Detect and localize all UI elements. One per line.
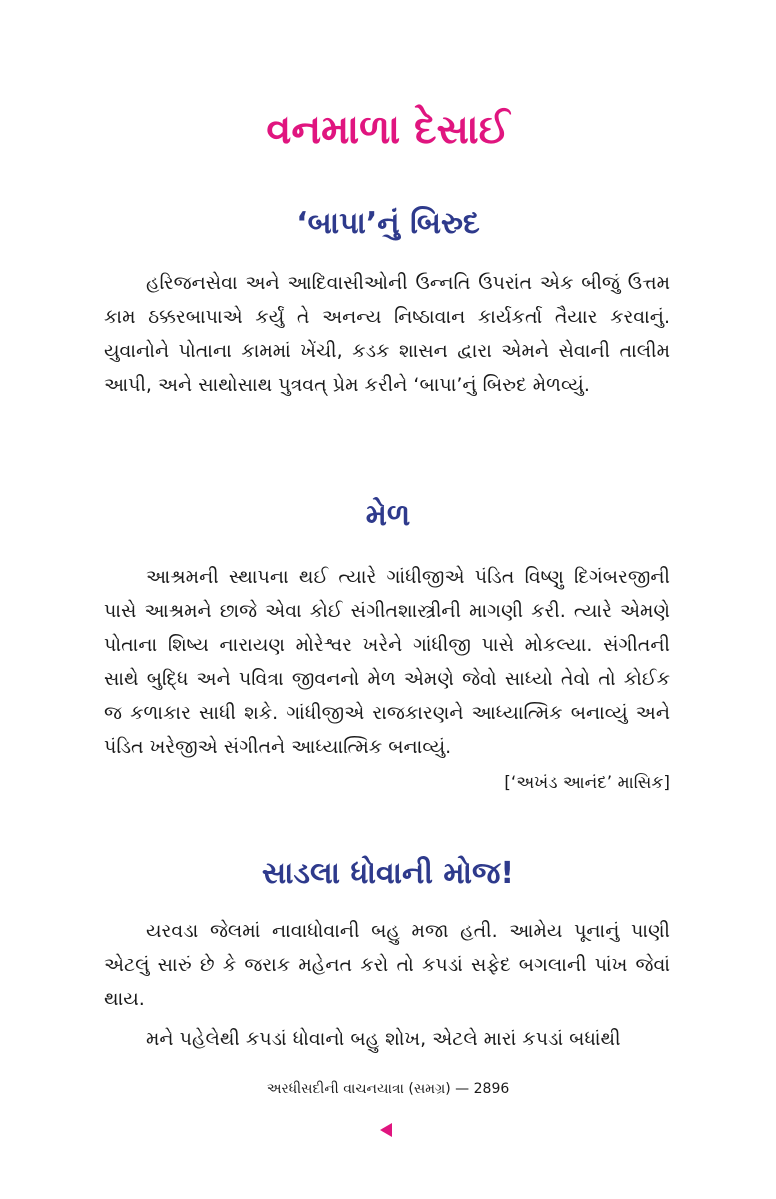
section-paragraph: યરવડા જેલમાં નાવાધોવાની બહુ મજા હતી. આમેય પૂનાનું પાણી એટલું સારું છે કે જરાક મહેનત કરો તો કપડાં સફેદ બગલાની પાંખ જેવાં થાય. [104,920,670,1010]
section-paragraph: આશ્રમની સ્થાપના થઈ ત્યારે ગાંધીજીએ પંડિત વિષ્ણુ દિગંબરજીની પાસે આશ્રમને છાજે એવા કોઈ સંગીતશાસ્ત્રીની માગણી કરી. ત્યારે એમણે પોતાના શિષ્ય નારાયણ મોરેશ્વર ખરેને ગાંધીજી પાસે મોકલ્યા. સંગીતની સાથે બુદ્ધિ અને પવિત્રા જીવનનો મેળ એમણે જેવો સાધ્યો તેવો તો કોઈક જ કળાકાર સાધી શકે. ગાંધીજીએ રાજકારણને આધ્યાત્મિક બનાવ્યું અને પંડિત ખરેજીએ સંગીતને આધ્યાત્મિક બનાવ્યું. [104,566,670,758]
source-citation: [‘અખંડ આનંદ’ માસિક] [504,773,670,793]
left-triangle-icon [380,1123,392,1137]
page-footer: અરધીસદીની વાચનયાત્રા (સમગ્ર) — 2896 [266,1081,510,1097]
section-paragraph: હરિજનસેવા અને આદિવાસીઓની ઉન્નતિ ઉપરાંત એક બીજું ઉત્તમ કામ ઠક્કરબાપાએ કર્યું તે અનન્ય નિષ્ઠાવાન કાર્યકર્તા તૈયાર કરવાનું. યુવાનોને પોતાના કામમાં ખેંચી, કડક શાસન દ્વારા એમને સેવાની તાલીમ આપી, અને સાથોસાથ પુત્રવત્ પ્રેમ કરીને ‘બાપા’નું બિરુદ મેળવ્યું. [104,272,670,396]
section-heading-bapa: ‘બાપા’નું બિરુદ [296,206,480,241]
section-paragraph: મને પહેલેથી કપડાં ધોવાનો બહુ શોખ, એટલે મારાં કપડાં બધાંથી [146,1028,621,1050]
section-heading-mel: મેળ [365,498,411,533]
author-name: વનમાળા દેસાઈ [266,107,510,153]
section-heading-sadla: સાડલા ધોવાની મોજ! [261,856,515,891]
